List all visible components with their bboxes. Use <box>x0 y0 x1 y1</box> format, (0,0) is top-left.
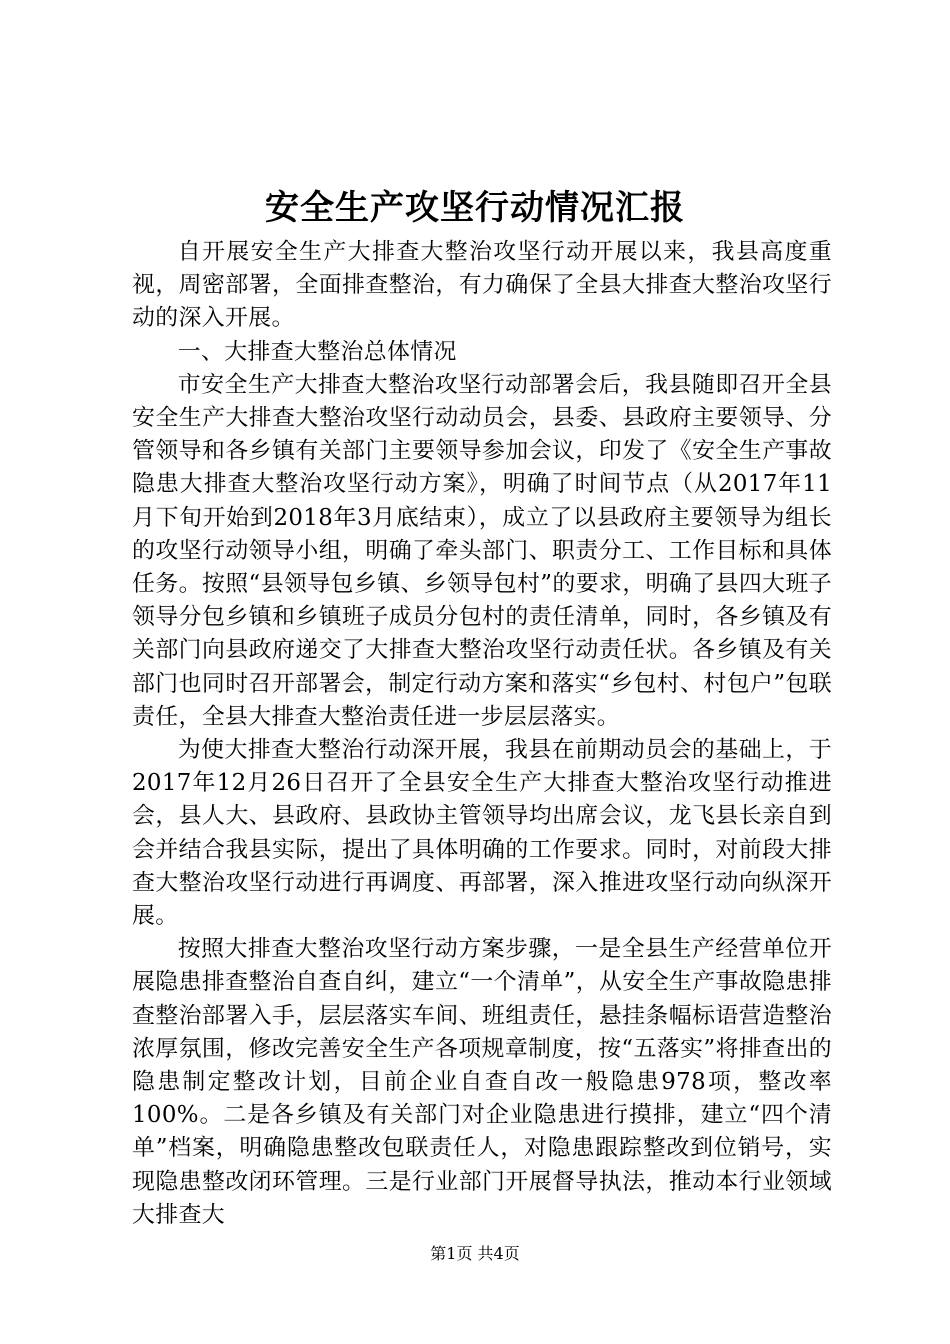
document-title: 安全生产攻坚行动情况汇报 <box>265 188 685 228</box>
document-body <box>132 236 832 1232</box>
paragraph-intro: 自开展安全生产大排查大整治攻坚行动开展以来，我县高度重视，周密部署，全面排查整治，有力确保了全县大排查大整治攻坚行动的深入开展。 <box>132 239 832 332</box>
page-footer: 第1页 共4页 <box>430 1244 520 1263</box>
paragraph-deployment: 市安全生产大排查大整治攻坚行动部署会后，我县随即召开全县安全生产大排查大整治攻坚行动动员会，县委、县政府主要领导、分管领导和各乡镇有关部门主要领导参加会议，印发了《安全生产事故隐患大排查大整治攻坚行动方案》，明确了时间节点（从2017年11月下旬开始到2018年3月底结束），成立了以县政府主要领导为组长的攻坚行动领导小组，明确了牵头部门、职责分工、工作目标和具体任务。按照“县领导包乡镇、乡领导包村”的要求，明确了县四大班子领导分包乡镇和乡镇班子成员分包村的责任清单，同时，各乡镇及有关部门向县政府递交了大排查大整治攻坚行动责任状。各乡镇及有关部门也同时召开部署会，制定行动方案和落实“乡包村、村包户”包联责任，全县大排查大整治责任进一步层层落实。 <box>132 371 832 730</box>
section-heading: 一、大排查大整治总体情况 <box>177 338 457 365</box>
paragraph-promotion: 为使大排查大整治行动深开展，我县在前期动员会的基础上，于2017年12月26日召开了全县安全生产大排查大整治攻坚行动推进会，县人大、县政府、县政协主管领导均出席会议，龙飞县长亲自到会并结合我县实际，提出了具体明确的工作要求。同时，对前段大排查大整治攻坚行动进行再调度、再部署，深入推进攻坚行动向纵深开展。 <box>132 737 832 930</box>
paragraph-steps: 按照大排查大整治攻坚行动方案步骤，一是全县生产经营单位开展隐患排查整治自查自纠，建立“一个清单”，从安全生产事故隐患排查整治部署入手，层层落实车间、班组责任，悬挂条幅标语营造整治浓厚氛围，修改完善安全生产各项规章制度，按“五落实”将排查出的隐患制定整改计划，目前企业自查自改一般隐患978项，整改率100%。二是各乡镇及有关部门对企业隐患进行摸排，建立“四个清单”档案，明确隐患整改包联责任人，对隐患跟踪整改到位销号，实现隐患整改闭环管理。三是行业部门开展督导执法，推动本行业领域大排查大 <box>132 936 832 1228</box>
